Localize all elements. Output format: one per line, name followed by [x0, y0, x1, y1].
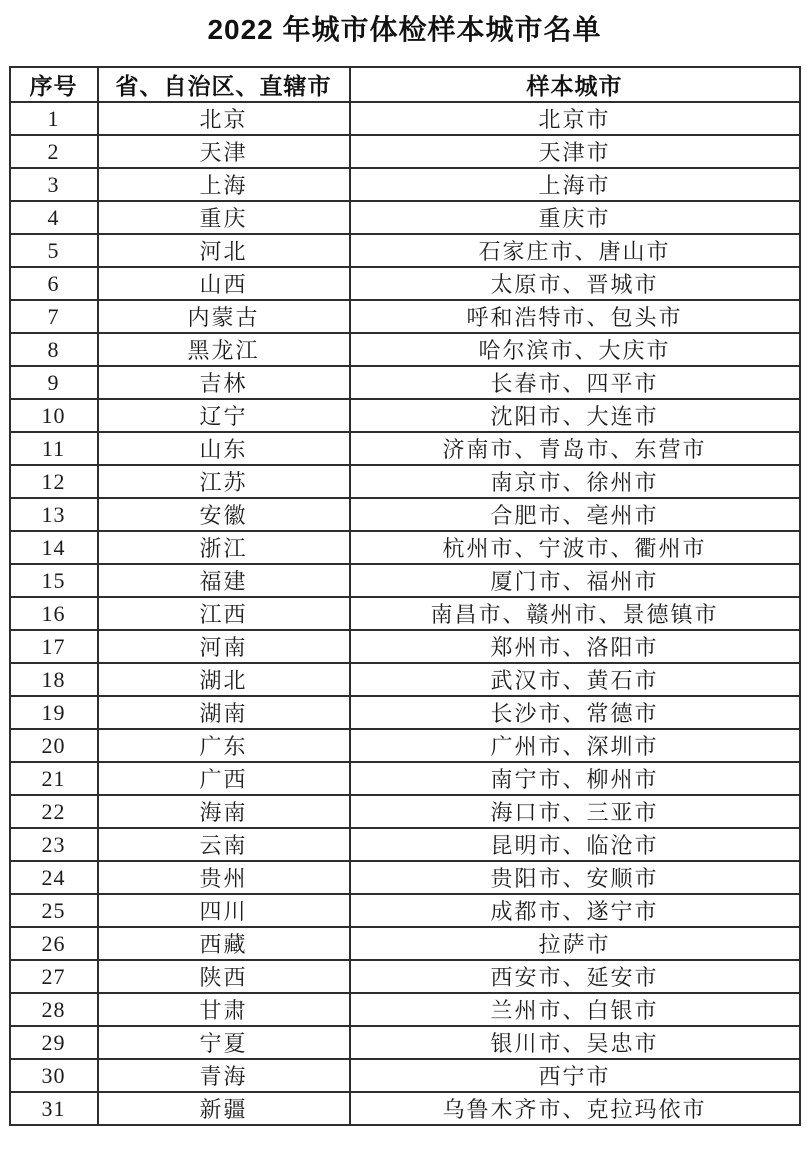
row-number-cell: 12: [10, 465, 98, 498]
province-cell: 湖南: [98, 696, 350, 729]
row-number-cell: 4: [10, 201, 98, 234]
row-number-cell: 29: [10, 1026, 98, 1059]
table-row: [10, 168, 800, 201]
table-row: [10, 762, 800, 795]
province-cell: 吉林: [98, 366, 350, 399]
table-row: [10, 102, 800, 135]
cities-cell: 天津市: [350, 135, 800, 168]
cities-cell: 南宁市、柳州市: [350, 762, 800, 795]
cities-cell: 西安市、延安市: [350, 960, 800, 993]
cities-cell: 广州市、深圳市: [350, 729, 800, 762]
table-row: [10, 267, 800, 300]
province-cell: 浙江: [98, 531, 350, 564]
province-cell: 宁夏: [98, 1026, 350, 1059]
cities-cell: 哈尔滨市、大庆市: [350, 333, 800, 366]
row-number-cell: 15: [10, 564, 98, 597]
province-cell: 云南: [98, 828, 350, 861]
cities-cell: 呼和浩特市、包头市: [350, 300, 800, 333]
cities-cell: 上海市: [350, 168, 800, 201]
cities-cell: 长春市、四平市: [350, 366, 800, 399]
province-cell: 北京: [98, 102, 350, 135]
cities-cell: 兰州市、白银市: [350, 993, 800, 1026]
cities-cell: 南京市、徐州市: [350, 465, 800, 498]
cities-cell: 太原市、晋城市: [350, 267, 800, 300]
province-cell: 广西: [98, 762, 350, 795]
cities-cell: 杭州市、宁波市、衢州市: [350, 531, 800, 564]
row-number-cell: 8: [10, 333, 98, 366]
table-row: [10, 1026, 800, 1059]
table-row: [10, 201, 800, 234]
sample-city-table: [9, 66, 801, 1126]
cities-cell: 济南市、青岛市、东营市: [350, 432, 800, 465]
table-row: [10, 234, 800, 267]
province-cell: 海南: [98, 795, 350, 828]
province-cell: 重庆: [98, 201, 350, 234]
table-row: [10, 465, 800, 498]
province-cell: 陕西: [98, 960, 350, 993]
cities-cell: 西宁市: [350, 1059, 800, 1092]
table-row: [10, 828, 800, 861]
table-row: [10, 993, 800, 1026]
cities-cell: 石家庄市、唐山市: [350, 234, 800, 267]
cities-cell: 合肥市、亳州市: [350, 498, 800, 531]
province-cell: 上海: [98, 168, 350, 201]
table-row: [10, 597, 800, 630]
province-cell: 甘肃: [98, 993, 350, 1026]
table-row: [10, 696, 800, 729]
row-number-cell: 24: [10, 861, 98, 894]
cities-cell: 成都市、遂宁市: [350, 894, 800, 927]
row-number-cell: 11: [10, 432, 98, 465]
province-cell: 西藏: [98, 927, 350, 960]
row-number-cell: 26: [10, 927, 98, 960]
province-cell: 广东: [98, 729, 350, 762]
row-number-cell: 17: [10, 630, 98, 663]
header-sample-cities: 样本城市: [350, 67, 800, 102]
province-cell: 河北: [98, 234, 350, 267]
table-row: [10, 333, 800, 366]
table-row: [10, 1059, 800, 1092]
table-row: [10, 729, 800, 762]
row-number-cell: 31: [10, 1092, 98, 1125]
province-cell: 贵州: [98, 861, 350, 894]
province-cell: 四川: [98, 894, 350, 927]
table-row: [10, 630, 800, 663]
table-row: [10, 795, 800, 828]
province-cell: 黑龙江: [98, 333, 350, 366]
table-row: [10, 366, 800, 399]
table-row: [10, 1092, 800, 1125]
table-row: [10, 135, 800, 168]
table-row: [10, 531, 800, 564]
table-row: [10, 960, 800, 993]
row-number-cell: 7: [10, 300, 98, 333]
province-cell: 湖北: [98, 663, 350, 696]
province-cell: 福建: [98, 564, 350, 597]
province-cell: 江西: [98, 597, 350, 630]
table-row: [10, 663, 800, 696]
row-number-cell: 25: [10, 894, 98, 927]
row-number-cell: 27: [10, 960, 98, 993]
province-cell: 安徽: [98, 498, 350, 531]
cities-cell: 郑州市、洛阳市: [350, 630, 800, 663]
cities-cell: 昆明市、临沧市: [350, 828, 800, 861]
cities-cell: 海口市、三亚市: [350, 795, 800, 828]
province-cell: 新疆: [98, 1092, 350, 1125]
cities-cell: 南昌市、赣州市、景德镇市: [350, 597, 800, 630]
province-cell: 山西: [98, 267, 350, 300]
cities-cell: 贵阳市、安顺市: [350, 861, 800, 894]
row-number-cell: 5: [10, 234, 98, 267]
cities-cell: 重庆市: [350, 201, 800, 234]
document-title: 2022 年城市体检样本城市名单: [207, 14, 602, 45]
province-cell: 内蒙古: [98, 300, 350, 333]
row-number-cell: 1: [10, 102, 98, 135]
province-cell: 江苏: [98, 465, 350, 498]
row-number-cell: 2: [10, 135, 98, 168]
row-number-cell: 19: [10, 696, 98, 729]
row-number-cell: 3: [10, 168, 98, 201]
cities-cell: 拉萨市: [350, 927, 800, 960]
province-cell: 辽宁: [98, 399, 350, 432]
table-row: [10, 498, 800, 531]
row-number-cell: 14: [10, 531, 98, 564]
table-body: [10, 102, 800, 1125]
header-province: 省、自治区、直辖市: [98, 67, 350, 102]
row-number-cell: 23: [10, 828, 98, 861]
row-number-cell: 18: [10, 663, 98, 696]
table-row: [10, 861, 800, 894]
cities-cell: 武汉市、黄石市: [350, 663, 800, 696]
cities-cell: 厦门市、福州市: [350, 564, 800, 597]
table-row: [10, 300, 800, 333]
province-cell: 山东: [98, 432, 350, 465]
row-number-cell: 16: [10, 597, 98, 630]
province-cell: 天津: [98, 135, 350, 168]
cities-cell: 沈阳市、大连市: [350, 399, 800, 432]
cities-cell: 银川市、吴忠市: [350, 1026, 800, 1059]
header-index: 序号: [10, 67, 98, 102]
table-header-row: [10, 67, 800, 102]
table-row: [10, 399, 800, 432]
row-number-cell: 9: [10, 366, 98, 399]
cities-cell: 乌鲁木齐市、克拉玛依市: [350, 1092, 800, 1125]
province-cell: 河南: [98, 630, 350, 663]
cities-cell: 长沙市、常德市: [350, 696, 800, 729]
table-row: [10, 894, 800, 927]
row-number-cell: 28: [10, 993, 98, 1026]
row-number-cell: 22: [10, 795, 98, 828]
cities-cell: 北京市: [350, 102, 800, 135]
row-number-cell: 13: [10, 498, 98, 531]
table-row: [10, 927, 800, 960]
row-number-cell: 21: [10, 762, 98, 795]
row-number-cell: 30: [10, 1059, 98, 1092]
row-number-cell: 20: [10, 729, 98, 762]
province-cell: 青海: [98, 1059, 350, 1092]
table-row: [10, 432, 800, 465]
row-number-cell: 10: [10, 399, 98, 432]
table-row: [10, 564, 800, 597]
row-number-cell: 6: [10, 267, 98, 300]
